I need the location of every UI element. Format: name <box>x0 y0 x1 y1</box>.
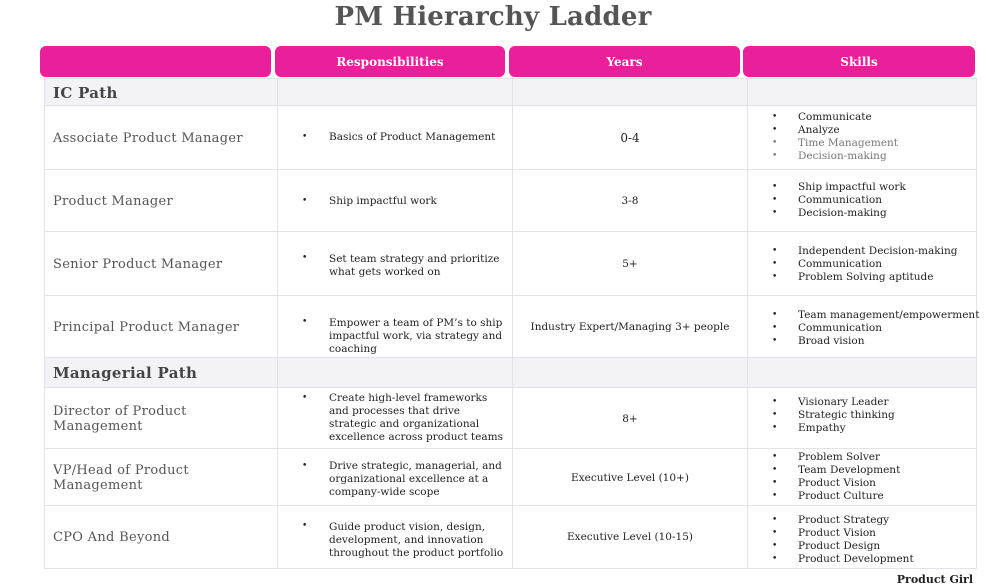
skill-item: • Analyze <box>772 124 982 137</box>
skill-item: • Product Vision <box>772 477 982 490</box>
section-row-managerial <box>44 357 977 388</box>
skill-item: • Product Development <box>772 553 982 566</box>
responsibility-text: Empower a team of PM’s to ship impactful work, via strategy and coaching <box>329 317 503 355</box>
years-value: Executive Level (10-15) <box>512 506 747 568</box>
responsibility-text: Set team strategy and prioritize what gets worked on <box>329 253 500 278</box>
skill-item: • Product Design <box>772 540 982 553</box>
section-label-ic: IC Path <box>44 79 277 106</box>
years-value: 8+ <box>512 388 747 449</box>
skill-item: • Product Culture <box>772 490 982 503</box>
skill-item: • Product Strategy <box>772 514 982 527</box>
header-responsibilities: Responsibilities <box>275 46 505 77</box>
header-skills: Skills <box>743 46 975 77</box>
skills-list <box>772 181 982 220</box>
skill-item: • Time Management <box>772 137 982 150</box>
skill-item: • Visionary Leader <box>772 396 982 409</box>
role-name: Product Manager <box>44 170 277 232</box>
skills-list <box>772 514 982 566</box>
table-row: CPO And Beyond • Guide product vision, design, development, and innovation throughout the product portfolio Executive Level (10-15) • Product Strategy • Product Vision • Product Design • Product Development <box>44 505 977 569</box>
skill-item: • Broad vision <box>772 335 982 348</box>
skills-list <box>772 245 982 284</box>
skill-item: • Problem Solver <box>772 451 982 464</box>
skill-item: • Empathy <box>772 422 982 435</box>
skill-item: • Team management/empowerment <box>772 309 982 322</box>
responsibility-text: Basics of Product Management <box>329 131 496 143</box>
skill-item: • Communication <box>772 322 982 335</box>
skill-item: • Product Vision <box>772 527 982 540</box>
skill-item: • Problem Solving aptitude <box>772 271 982 284</box>
skill-item: • Communication <box>772 194 982 207</box>
responsibility-text: Ship impactful work <box>329 195 437 207</box>
role-name: Senior Product Manager <box>44 232 277 296</box>
table-row: Product Manager • Ship impactful work 3-8 • Ship impactful work • Communication • Decision-making <box>44 169 977 232</box>
skill-item: • Decision-making <box>772 207 982 220</box>
years-value: Executive Level (10+) <box>512 449 747 506</box>
years-value: 0-4 <box>512 106 747 170</box>
table-row: Associate Product Manager • Basics of Product Management 0-4 • Communicate • Analyze • Time Management • Decision-making <box>44 105 977 170</box>
responsibility-text: Drive strategic, managerial, and organizational excellence at a company-wide scope <box>329 460 502 498</box>
header-years: Years <box>509 46 740 77</box>
role-name: Director of Product Management <box>44 388 277 449</box>
header-blank <box>40 46 271 77</box>
responsibility-text: Guide product vision, design, development, and innovation throughout the product portfolio <box>329 521 504 559</box>
skill-item: • Communicate <box>772 111 982 124</box>
table-row: Director of Product Management • Create high-level frameworks and processes that drive strategic and organizational excellence across product teams 8+ • Visionary Leader • Strategic thinking • Empathy <box>44 387 977 449</box>
skills-list <box>772 451 982 503</box>
skill-item: • Strategic thinking <box>772 409 982 422</box>
role-name: CPO And Beyond <box>44 506 277 568</box>
years-value: Industry Expert/Managing 3+ people <box>512 296 747 358</box>
table-row: VP/Head of Product Management • Drive strategic, managerial, and organizational excellence at a company-wide scope Executive Level (10+) • Problem Solver • Team Development • Product Vision • Product Culture <box>44 448 977 506</box>
footer-credit: Product Girl <box>896 573 973 586</box>
skills-list <box>772 111 982 163</box>
years-value: 5+ <box>512 232 747 296</box>
skills-list <box>772 396 982 435</box>
skill-item: • Ship impactful work <box>772 181 982 194</box>
section-row-ic <box>44 78 977 106</box>
section-label-managerial: Managerial Path <box>44 358 277 388</box>
table-row: Senior Product Manager • Set team strategy and prioritize what gets worked on 5+ • Independent Decision-making • Communication • Problem Solving aptitude <box>44 231 977 296</box>
skills-list <box>772 309 982 348</box>
page-title: PM Hierarchy Ladder <box>334 2 652 32</box>
skill-item: • Independent Decision-making <box>772 245 982 258</box>
years-value: 3-8 <box>512 170 747 232</box>
role-name: Principal Product Manager <box>44 296 277 358</box>
role-name: VP/Head of Product Management <box>44 449 277 506</box>
skill-item: • Decision-making <box>772 150 982 163</box>
role-name: Associate Product Manager <box>44 106 277 170</box>
skill-item: • Communication <box>772 258 982 271</box>
skill-item: • Team Development <box>772 464 982 477</box>
table-row: Principal Product Manager • Empower a team of PM’s to ship impactful work, via strategy and coaching Industry Expert/Managing 3+ people • Team management/empowerment • Communication • Broad vision <box>44 295 977 358</box>
responsibility-text: Create high-level frameworks and processes that drive strategic and organizational excellence across product teams <box>329 392 503 443</box>
